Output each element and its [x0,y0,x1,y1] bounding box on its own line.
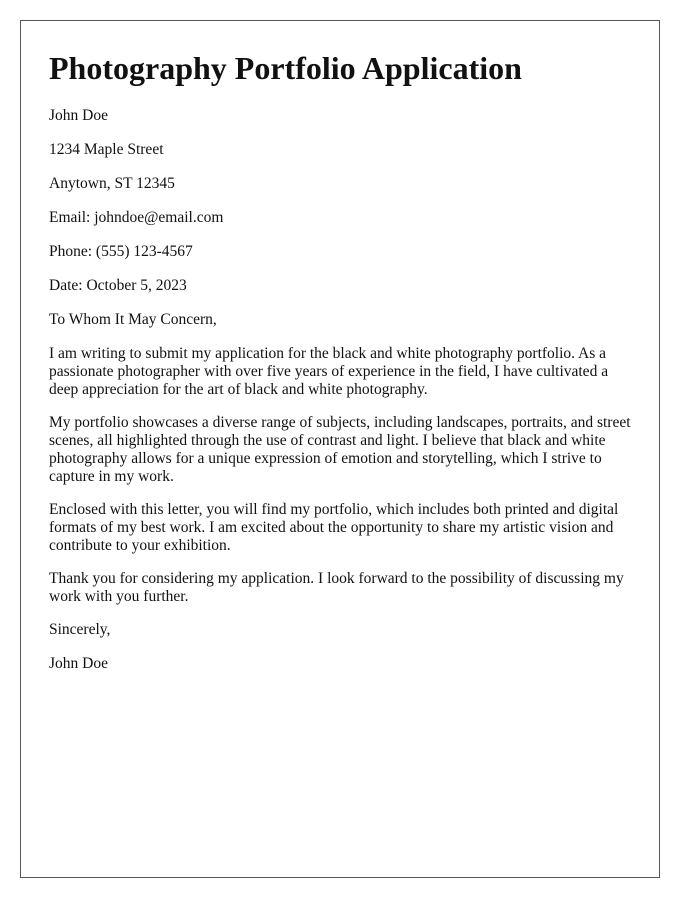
closing: Sincerely, [49,621,111,638]
sender-phone: Phone: (555) 123-4567 [49,243,193,260]
sender-street: 1234 Maple Street [49,141,164,158]
sender-email: Email: johndoe@email.com [49,209,224,226]
page-title: Photography Portfolio Application [49,50,522,86]
body-paragraph-2: My portfolio showcases a diverse range of subjects, including landscapes, portraits, and street scenes, all highlighted through the use of contrast and light. I believe that black and white photography allows for a unique expression of emotion and storytelling, which I strive to capture in my work. [49,414,631,485]
letter-page [20,20,660,878]
salutation: To Whom It May Concern, [49,311,217,328]
sender-name: John Doe [49,107,108,124]
sender-city-state-zip: Anytown, ST 12345 [49,175,175,192]
body-paragraph-4: Thank you for considering my application. I look forward to the possibility of discussing my work with you further. [49,570,624,605]
body-paragraph-1: I am writing to submit my application for the black and white photography portfolio. As a passionate photographer with over five years of experience in the field, I have cultivated a deep appreciation for the art of black and white photography. [49,345,609,398]
letter-date: Date: October 5, 2023 [49,277,187,294]
body-paragraph-3: Enclosed with this letter, you will find my portfolio, which includes both printed and digital formats of my best work. I am excited about the opportunity to share my artistic vision and contribute to your exhibition. [49,501,619,554]
signature-name: John Doe [49,655,108,672]
